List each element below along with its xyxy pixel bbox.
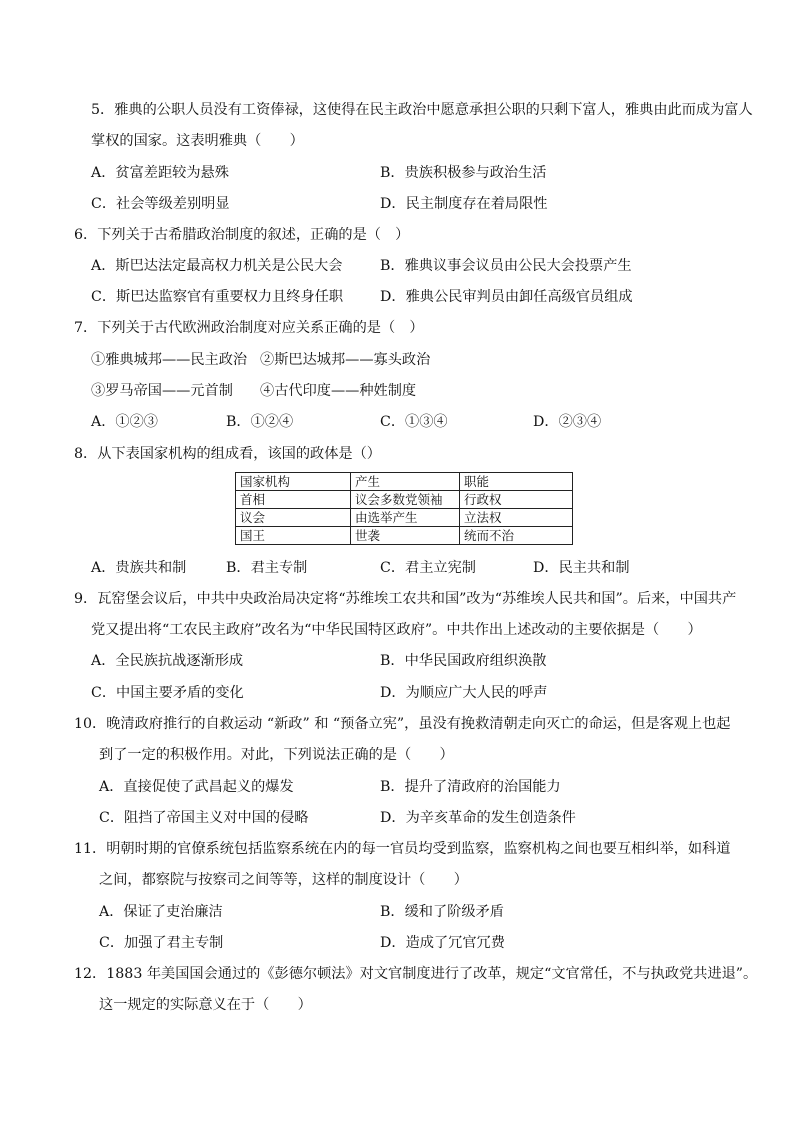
table-cell: 由选举产生 [351, 509, 460, 527]
q7-option-d: D．②③④ [533, 414, 602, 430]
q6-stem: 6．下列关于古希腊政治制度的叙述，正确的是（ ） [74, 227, 410, 243]
q9-option-a: A．全民族抗战逐渐形成 [91, 653, 244, 669]
q5-stem-line2: 掌权的国家。这表明雅典（ ） [91, 133, 304, 149]
q11-stem-line1: 11．明朝时期的官僚系统包括监察系统在内的每一官员均受到监察，监察机构之间也要互相纠举，如科道 [74, 841, 731, 857]
table-row [236, 491, 573, 509]
q10-stem-line1: 10．晚清政府推行的自救运动 “新政” 和 “预备立宪”，虽没有挽救清朝走向灭亡的命运，但是客观上也起 [74, 716, 731, 732]
q5-option-c: C．社会等级差别明显 [91, 196, 230, 212]
table-cell: 议会 [236, 509, 351, 527]
q5-option-d: D．民主制度存在着局限性 [380, 196, 548, 212]
q10-option-c: C．阻挡了帝国主义对中国的侵略 [99, 810, 309, 826]
q7-item-2: ②斯巴达城邦——寡头政治 [260, 352, 431, 368]
q7-stem: 7．下列关于古代欧洲政治制度对应关系正确的是（ ） [74, 320, 424, 336]
q8-institution-table [235, 472, 573, 545]
q9-option-c: C．中国主要矛盾的变化 [91, 685, 244, 701]
table-header-cell: 国家机构 [236, 473, 351, 491]
q12-stem-line2: 这一规定的实际意义在于（ ） [99, 997, 312, 1013]
table-header-cell: 职能 [460, 473, 573, 491]
q8-option-d: D．民主共和制 [533, 560, 630, 576]
q6-option-c: C．斯巴达监察官有重要权力且终身任职 [91, 289, 344, 305]
q7-option-c: C．①③④ [380, 414, 448, 430]
table-header-row [236, 473, 573, 491]
table-cell: 世袭 [351, 527, 460, 545]
q9-stem-line2: 党又提出将“工农民主政府”改名为“中华民国特区政府”。中共作出上述改动的主要依据是（ ） [91, 622, 702, 638]
q10-option-d: D．为辛亥革命的发生创造条件 [380, 810, 576, 826]
q5-option-a: A．贫富差距较为悬殊 [91, 165, 229, 181]
q10-option-b: B．提升了清政府的治国能力 [380, 779, 561, 795]
q7-item-1: ①雅典城邦——民主政治 [91, 352, 248, 368]
q8-option-b: B．君主专制 [226, 560, 308, 576]
q12-stem-line1: 12．1883 年美国国会通过的《彭德尔顿法》对文官制度进行了改革，规定“文官常任，不与执政党共进退”。 [74, 966, 758, 982]
q11-option-d: D．造成了冗官冗费 [380, 935, 505, 951]
q8-stem: 8．从下表国家机构的组成看，该国的政体是（） [74, 446, 381, 462]
q7-option-b: B．①②④ [226, 414, 294, 430]
table-header-cell: 产生 [351, 473, 460, 491]
table-cell: 行政权 [460, 491, 573, 509]
q11-option-a: A．保证了吏治廉洁 [99, 904, 223, 920]
q7-option-a: A．①②③ [91, 414, 158, 430]
q11-option-c: C．加强了君主专制 [99, 935, 224, 951]
q7-item-3: ③罗马帝国——元首制 [91, 383, 233, 399]
table-row [236, 509, 573, 527]
q9-stem-line1: 9．瓦窑堡会议后，中共中央政治局决定将“苏维埃工农共和国”改为“苏维埃人民共和国”。后来，中国共产 [74, 591, 737, 607]
table-cell: 立法权 [460, 509, 573, 527]
q6-option-b: B．雅典议事会议员由公民大会投票产生 [380, 258, 632, 274]
q10-option-a: A．直接促使了武昌起义的爆发 [99, 779, 294, 795]
q10-stem-line2: 到了一定的积极作用。对此，下列说法正确的是（ ） [99, 747, 454, 763]
q6-option-a: A．斯巴达法定最高权力机关是公民大会 [91, 258, 343, 274]
q9-option-d: D．为顺应广大人民的呼声 [380, 685, 548, 701]
q5-stem-line1: 5．雅典的公职人员没有工资俸禄，这使得在民主政治中愿意承担公职的只剩下富人，雅典由此而成为富人 [91, 102, 753, 118]
q11-option-b: B．缓和了阶级矛盾 [380, 904, 504, 920]
q5-option-b: B．贵族积极参与政治生活 [380, 165, 547, 181]
q6-option-d: D．雅典公民审判员由卸任高级官员组成 [380, 289, 633, 305]
table-cell: 首相 [236, 491, 351, 509]
table-row [236, 527, 573, 545]
q11-stem-line2: 之间，都察院与按察司之间等等，这样的制度设计（ ） [99, 872, 468, 888]
table-cell: 议会多数党领袖 [351, 491, 460, 509]
q9-option-b: B．中华民国政府组织涣散 [380, 653, 547, 669]
q8-option-a: A．贵族共和制 [91, 560, 187, 576]
q8-option-c: C．君主立宪制 [380, 560, 476, 576]
table-cell: 统而不治 [460, 527, 573, 545]
q7-item-4: ④古代印度——种姓制度 [260, 383, 417, 399]
table-cell: 国王 [236, 527, 351, 545]
